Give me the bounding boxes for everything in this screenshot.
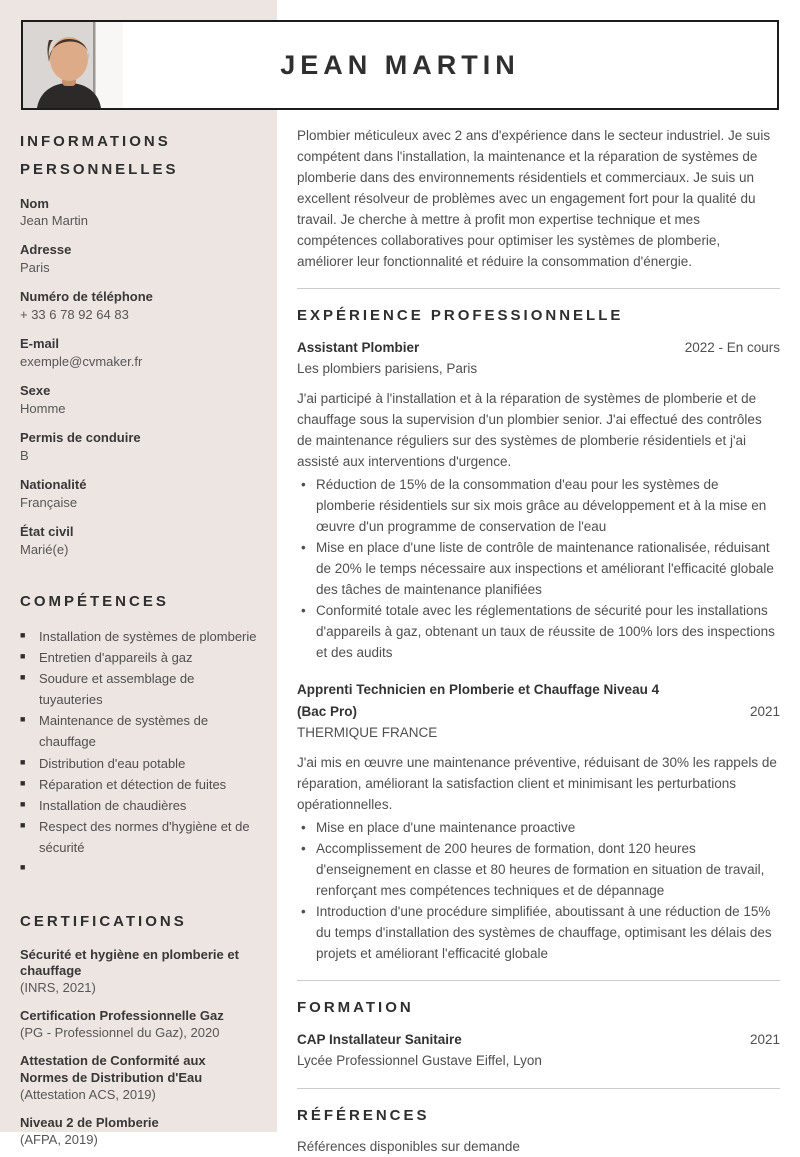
job-period: 2022 - En cours [684, 340, 780, 356]
education-degree: CAP Installateur Sanitaire [297, 1032, 462, 1048]
job-role-wrap [297, 679, 659, 722]
certification-detail: (PG - Professionnel du Gaz), 2020 [20, 1025, 220, 1041]
field-value: Jean Martin [20, 213, 88, 229]
job-role: Apprenti Technicien en Plomberie et Chauffage Niveau 4 [297, 682, 660, 698]
candidate-name: JEAN MARTIN [280, 49, 520, 80]
job-entry [297, 679, 780, 964]
job-description: J'ai mis en œuvre une maintenance préventive, réduisant de 30% les rappels de réparation, améliorant la satisfaction client et minimisant les perturbations opérationnelles. [297, 754, 777, 812]
main-content [277, 0, 800, 1154]
skill-item: ■ Respect des normes d'hygiène et de sécurité [20, 816, 257, 858]
field-label: Permis de conduire [20, 429, 141, 445]
job-bullet: • Mise en place d'une liste de contrôle de maintenance rationalisée, réduisant de 20% le temps nécessaire aux inspections et améliorant l'efficacité globale des tâches de maintenance planifiées [297, 537, 780, 600]
skills-list [20, 626, 257, 879]
field-email [20, 335, 257, 371]
job-company: THERMIQUE FRANCE [297, 724, 438, 740]
education-school: Lycée Professionnel Gustave Eiffel, Lyon [297, 1052, 542, 1068]
certification-detail: (AFPA, 2019) [20, 1131, 98, 1147]
job-role-wrap [297, 337, 419, 359]
job-bullets-list [297, 817, 780, 964]
field-label: E-mail [20, 336, 60, 352]
experience-heading: EXPÉRIENCE PROFESSIONNELLE [297, 307, 624, 325]
field-nationalite [20, 476, 257, 512]
skills-section [20, 588, 257, 879]
sidebar [0, 0, 277, 1147]
certification-name: Attestation de Conformité aux Normes de Distribution d'Eau [20, 1052, 206, 1085]
job-bullet: • Accomplissement de 200 heures de formation, dont 120 heures d'enseignement en classe et 80 heures de formation en situation de travail, renforçant mes compétences techniques et de dépannage [297, 838, 780, 901]
certification-name: Sécurité et hygiène en plomberie et chauffage [20, 946, 239, 979]
field-sexe [20, 382, 257, 418]
skill-item: ■ Entretien d'appareils à gaz [20, 647, 257, 668]
profile-summary: Plombier méticuleux avec 2 ans d'expérience dans le secteur industriel. Je suis compétent dans l'installation, la maintenance et la réparation de systèmes de plomberie dans des environnements résidentiels et commerciaux. Je suis un excellent résolveur de problèmes avec un engagement fort pour la qualité du travail. Je cherche à mettre à profit mon expertise technique et mes compétences collaboratives pour optimiser les systèmes de plomberie, améliorer leur fonctionnalité et réduire la consommation d'énergie. [297, 128, 771, 270]
certification-item [20, 947, 257, 998]
skill-item: ■ Installation de systèmes de plomberie [20, 626, 257, 647]
certification-detail: (Attestation ACS, 2019) [20, 1086, 156, 1102]
job-company: Les plombiers parisiens, Paris [297, 360, 478, 376]
field-label: Nationalité [20, 476, 87, 492]
job-period: 2021 [749, 704, 780, 720]
job-bullet: • Introduction d'une procédure simplifiée, aboutissant à une réduction de 15% du temps d'installation des systèmes de chauffage, optimisant les délais des projets et améliorant l'efficacité globale [297, 901, 780, 964]
field-nom [20, 195, 257, 231]
education-header [297, 1029, 780, 1051]
job-entry [297, 337, 780, 663]
personal-info-heading: INFORMATIONS PERSONNELLES [20, 133, 179, 178]
skill-item: ■ Soudure et assemblage de tuyauteries [20, 668, 257, 710]
references-text: Références disponibles sur demande [297, 1138, 520, 1154]
field-value: exemple@cvmaker.fr [20, 354, 143, 370]
certifications-section [20, 908, 257, 1149]
job-description: J'ai participé à l'installation et à la réparation de systèmes de plomberie et de chauffage sous la supervision d'un plombier senior. J'ai effectué des contrôles de maintenance réguliers sur des systèmes de plomberie résidentiels et j'ai assisté aux interventions d'urgence. [297, 390, 762, 469]
field-value: B [20, 447, 29, 463]
skill-item: ■ Installation de chaudières [20, 795, 257, 816]
job-bullet: • Réduction de 15% de la consommation d'eau pour les systèmes de plomberie résidentiels sur six mois grâce au développement et à la mise en œuvre d'un programme de conservation de l'eau [297, 474, 780, 537]
certification-name: Niveau 2 de Plomberie [20, 1114, 159, 1130]
skill-item-empty [20, 858, 257, 879]
skill-item: ■ Réparation et détection de fuites [20, 774, 257, 795]
field-value: + 33 6 78 92 64 83 [20, 307, 129, 323]
field-label: Adresse [20, 242, 72, 258]
job-bullets-list [297, 474, 780, 663]
job-bullet: • Conformité totale avec les réglementations de sécurité pour les installations d'appareils à gaz, obtenant un taux de réussite de 100% lors des inspections et des audits [297, 600, 780, 663]
field-permis [20, 429, 257, 465]
field-telephone [20, 288, 257, 324]
job-role-line2: (Bac Pro) [297, 704, 358, 720]
skills-heading: COMPÉTENCES [20, 592, 169, 610]
job-header [297, 337, 780, 359]
divider [297, 288, 780, 289]
divider [297, 1088, 780, 1089]
header [21, 20, 779, 110]
field-label: Nom [20, 195, 49, 211]
references-heading: RÉFÉRENCES [297, 1106, 430, 1124]
certifications-heading: CERTIFICATIONS [20, 912, 187, 930]
certification-item [20, 1053, 257, 1104]
field-value: Homme [20, 400, 66, 416]
field-value: Marié(e) [20, 541, 69, 557]
education-period: 2021 [749, 1032, 780, 1048]
certification-detail: (INRS, 2021) [20, 980, 96, 996]
job-role: Assistant Plombier [297, 340, 420, 356]
education-entry [297, 1029, 780, 1072]
certification-item [20, 1008, 257, 1042]
formation-heading: FORMATION [297, 999, 414, 1017]
field-label: Sexe [20, 383, 51, 398]
job-header [297, 679, 780, 722]
field-label: État civil [20, 523, 74, 539]
field-value: Paris [20, 260, 50, 276]
divider [297, 980, 780, 981]
certification-name: Certification Professionnelle Gaz [20, 1008, 224, 1024]
field-value: Française [20, 494, 78, 510]
skill-item: ■ Distribution d'eau potable [20, 753, 257, 774]
skill-item: ■ Maintenance de systèmes de chauffage [20, 710, 257, 752]
certification-item [20, 1115, 257, 1149]
field-etat-civil [20, 523, 257, 559]
job-bullet: • Mise en place d'une maintenance proactive [297, 817, 780, 838]
field-adresse [20, 241, 257, 277]
field-label: Numéro de téléphone [20, 289, 153, 305]
